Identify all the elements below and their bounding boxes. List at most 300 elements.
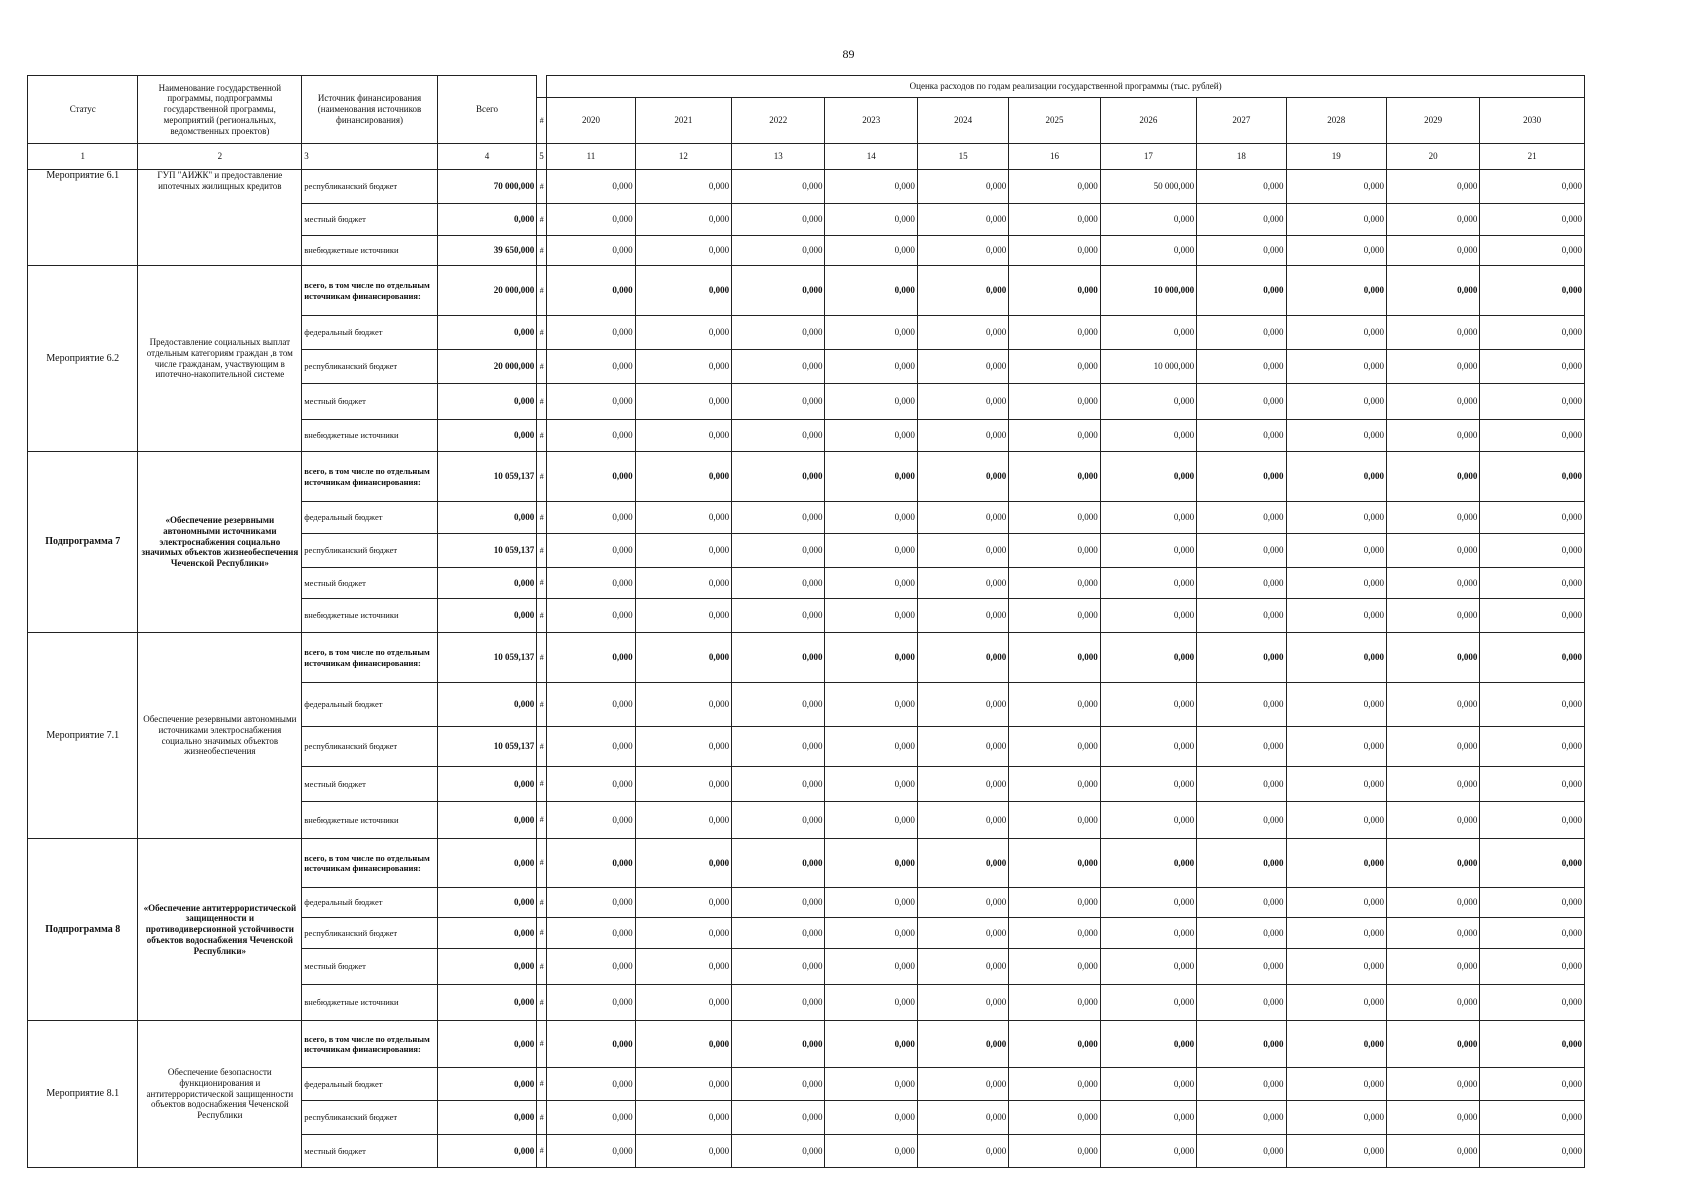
row-value: 0,000 (635, 888, 731, 918)
row-value: 0,000 (825, 316, 917, 350)
row-total: 0,000 (437, 316, 536, 350)
row-value: 0,000 (917, 568, 1008, 599)
header-column-number: 11 (547, 144, 635, 170)
row-source: местный бюджет (302, 767, 438, 802)
row-value: 0,000 (635, 633, 731, 683)
row-value: 0,000 (732, 170, 825, 204)
row-total: 0,000 (437, 599, 536, 633)
row-value: 0,000 (547, 802, 635, 839)
header-column-number: 21 (1480, 144, 1585, 170)
row-value: 0,000 (732, 985, 825, 1021)
row-value: 0,000 (1480, 727, 1585, 767)
header-year: 2024 (917, 98, 1008, 144)
row-value: 0,000 (732, 266, 825, 316)
row-value: 0,000 (1197, 534, 1286, 568)
row-value: 0,000 (825, 420, 917, 452)
row-value: 0,000 (732, 384, 825, 420)
row-value: 0,000 (732, 599, 825, 633)
row-value: 0,000 (1100, 204, 1196, 236)
row-status: Мероприятие 7.1 (28, 633, 138, 839)
row-mark: # (537, 384, 547, 420)
row-value: 0,000 (917, 683, 1008, 727)
header-column-number: 13 (732, 144, 825, 170)
row-mark: # (537, 683, 547, 727)
row-value: 0,000 (1286, 985, 1386, 1021)
row-status: Мероприятие 8.1 (28, 1021, 138, 1168)
row-total: 10 059,137 (437, 633, 536, 683)
row-value: 0,000 (1386, 1021, 1479, 1068)
row-value: 0,000 (825, 1021, 917, 1068)
row-value: 0,000 (1100, 236, 1196, 266)
row-value: 0,000 (1480, 1101, 1585, 1135)
row-value: 0,000 (1480, 683, 1585, 727)
row-name: Предоставление социальных выплат отдельным категориям граждан ,в том числе гражданам, участвующим в ипотечно-накопительной системе (138, 266, 302, 452)
row-value: 0,000 (1480, 888, 1585, 918)
row-value: 0,000 (732, 839, 825, 888)
row-value: 0,000 (1009, 204, 1100, 236)
row-value: 0,000 (1386, 599, 1479, 633)
row-value: 10 000,000 (1100, 350, 1196, 384)
row-value: 0,000 (1197, 1101, 1286, 1135)
row-value: 0,000 (1197, 985, 1286, 1021)
row-value: 0,000 (547, 918, 635, 949)
row-value: 0,000 (635, 502, 731, 534)
row-value: 0,000 (732, 949, 825, 985)
row-value: 0,000 (635, 204, 731, 236)
row-value: 0,000 (547, 727, 635, 767)
row-value: 0,000 (1197, 266, 1286, 316)
row-value: 0,000 (1197, 236, 1286, 266)
row-mark: # (537, 204, 547, 236)
row-mark: # (537, 316, 547, 350)
row-value: 0,000 (1480, 767, 1585, 802)
row-value: 0,000 (1286, 350, 1386, 384)
row-value: 0,000 (1386, 1101, 1479, 1135)
row-source: внебюджетные источники (302, 802, 438, 839)
row-value: 0,000 (1100, 1021, 1196, 1068)
row-value: 0,000 (1286, 316, 1386, 350)
row-value: 0,000 (1100, 839, 1196, 888)
header-corner (537, 76, 547, 98)
header-column-number: 15 (917, 144, 1008, 170)
row-value: 0,000 (547, 633, 635, 683)
row-value: 0,000 (1386, 534, 1479, 568)
row-value: 0,000 (635, 568, 731, 599)
row-source: всего, в том числе по отдельным источникам финансирования: (302, 452, 438, 502)
row-mark: # (537, 420, 547, 452)
header-column-number: 18 (1197, 144, 1286, 170)
header-name: Наименование государственной программы, подпрограммы государственной программы, мероприятий (региональных, ведомственных проектов) (138, 76, 302, 144)
row-value: 0,000 (1386, 633, 1479, 683)
row-value: 0,000 (1009, 1021, 1100, 1068)
row-value: 0,000 (1386, 420, 1479, 452)
row-value: 0,000 (917, 236, 1008, 266)
row-total: 0,000 (437, 985, 536, 1021)
row-value: 0,000 (732, 1135, 825, 1168)
row-value: 0,000 (1286, 568, 1386, 599)
row-value: 0,000 (917, 727, 1008, 767)
header-status: Статус (28, 76, 138, 144)
table-body (28, 170, 1585, 1168)
row-value: 0,000 (1100, 384, 1196, 420)
row-total: 0,000 (437, 918, 536, 949)
row-mark: # (537, 727, 547, 767)
row-value: 0,000 (547, 350, 635, 384)
row-value: 0,000 (1100, 599, 1196, 633)
table-row (28, 1021, 1585, 1068)
row-value: 0,000 (1009, 985, 1100, 1021)
row-value: 0,000 (1386, 170, 1479, 204)
row-value: 0,000 (1386, 452, 1479, 502)
table-row (28, 170, 1585, 204)
row-value: 0,000 (1480, 918, 1585, 949)
header-year: 2030 (1480, 98, 1585, 144)
header-year: 2029 (1386, 98, 1479, 144)
row-value: 0,000 (1100, 633, 1196, 683)
row-value: 0,000 (1480, 568, 1585, 599)
row-total: 20 000,000 (437, 350, 536, 384)
row-total: 0,000 (437, 204, 536, 236)
row-source: внебюджетные источники (302, 236, 438, 266)
row-value: 0,000 (1286, 767, 1386, 802)
row-total: 0,000 (437, 1021, 536, 1068)
row-value: 0,000 (732, 802, 825, 839)
row-value: 0,000 (1286, 949, 1386, 985)
row-value: 0,000 (1009, 949, 1100, 985)
row-value: 0,000 (1480, 1068, 1585, 1101)
header-column-number: 1 (28, 144, 138, 170)
row-total: 0,000 (437, 888, 536, 918)
row-value: 0,000 (635, 1101, 731, 1135)
row-value: 0,000 (635, 384, 731, 420)
row-value: 0,000 (1197, 568, 1286, 599)
row-value: 0,000 (1286, 534, 1386, 568)
row-value: 0,000 (1197, 316, 1286, 350)
row-value: 0,000 (1197, 420, 1286, 452)
row-source: федеральный бюджет (302, 316, 438, 350)
row-value: 0,000 (547, 767, 635, 802)
row-value: 0,000 (917, 767, 1008, 802)
row-value: 0,000 (547, 568, 635, 599)
row-total: 10 059,137 (437, 727, 536, 767)
row-value: 0,000 (1100, 727, 1196, 767)
row-value: 0,000 (635, 452, 731, 502)
row-value: 0,000 (547, 502, 635, 534)
row-value: 0,000 (1386, 683, 1479, 727)
row-value: 0,000 (732, 683, 825, 727)
row-value: 0,000 (1009, 727, 1100, 767)
row-value: 0,000 (1386, 949, 1479, 985)
row-source: всего, в том числе по отдельным источникам финансирования: (302, 633, 438, 683)
row-value: 0,000 (825, 384, 917, 420)
row-value: 0,000 (547, 1021, 635, 1068)
row-value: 0,000 (825, 266, 917, 316)
row-source: всего, в том числе по отдельным источникам финансирования: (302, 1021, 438, 1068)
row-value: 0,000 (732, 918, 825, 949)
row-value: 0,000 (732, 452, 825, 502)
row-source: всего, в том числе по отдельным источникам финансирования: (302, 266, 438, 316)
row-value: 0,000 (1009, 452, 1100, 502)
row-value: 0,000 (825, 918, 917, 949)
row-mark: # (537, 350, 547, 384)
row-mark: # (537, 802, 547, 839)
header-column-number: 3 (302, 144, 438, 170)
row-value: 0,000 (547, 266, 635, 316)
row-total: 0,000 (437, 420, 536, 452)
row-value: 0,000 (1197, 839, 1286, 888)
row-value: 0,000 (1286, 204, 1386, 236)
row-mark: # (537, 170, 547, 204)
row-value: 0,000 (1100, 452, 1196, 502)
header-column-number: 14 (825, 144, 917, 170)
row-value: 0,000 (547, 236, 635, 266)
row-value: 0,000 (1480, 266, 1585, 316)
row-value: 0,000 (1197, 204, 1286, 236)
row-value: 0,000 (1286, 1021, 1386, 1068)
header-year: 2027 (1197, 98, 1286, 144)
row-value: 0,000 (547, 384, 635, 420)
row-source: внебюджетные источники (302, 985, 438, 1021)
row-value: 0,000 (917, 1135, 1008, 1168)
row-value: 0,000 (1197, 1021, 1286, 1068)
row-value: 0,000 (547, 316, 635, 350)
row-value: 0,000 (1480, 985, 1585, 1021)
row-value: 0,000 (635, 350, 731, 384)
row-status: Мероприятие 6.2 (28, 266, 138, 452)
row-value: 0,000 (1009, 316, 1100, 350)
row-source: федеральный бюджет (302, 888, 438, 918)
row-value: 0,000 (917, 802, 1008, 839)
row-value: 0,000 (1286, 1135, 1386, 1168)
row-source: республиканский бюджет (302, 350, 438, 384)
row-mark: # (537, 1021, 547, 1068)
row-value: 0,000 (1480, 839, 1585, 888)
row-value: 0,000 (1100, 1135, 1196, 1168)
row-value: 0,000 (1480, 316, 1585, 350)
row-value: 0,000 (917, 420, 1008, 452)
row-value: 0,000 (1009, 633, 1100, 683)
row-total: 0,000 (437, 384, 536, 420)
row-value: 0,000 (825, 633, 917, 683)
row-value: 0,000 (1197, 888, 1286, 918)
header-source: Источник финансирования (наименования источников финансирования) (302, 76, 438, 144)
row-value: 0,000 (635, 839, 731, 888)
row-value: 0,000 (1480, 1135, 1585, 1168)
row-value: 0,000 (1197, 802, 1286, 839)
row-source: республиканский бюджет (302, 170, 438, 204)
row-value: 0,000 (1009, 888, 1100, 918)
row-mark: # (537, 236, 547, 266)
row-value: 0,000 (547, 888, 635, 918)
row-source: местный бюджет (302, 1135, 438, 1168)
row-value: 0,000 (1100, 888, 1196, 918)
row-value: 0,000 (825, 534, 917, 568)
row-value: 0,000 (1009, 918, 1100, 949)
row-value: 0,000 (547, 985, 635, 1021)
row-value: 0,000 (917, 170, 1008, 204)
row-value: 0,000 (825, 568, 917, 599)
row-value: 0,000 (917, 918, 1008, 949)
row-value: 0,000 (635, 727, 731, 767)
row-value: 0,000 (1386, 568, 1479, 599)
row-value: 0,000 (825, 727, 917, 767)
row-value: 0,000 (635, 918, 731, 949)
row-value: 0,000 (1009, 1101, 1100, 1135)
row-value: 0,000 (1100, 802, 1196, 839)
row-total: 0,000 (437, 1068, 536, 1101)
row-mark: # (537, 568, 547, 599)
header-column-number: 20 (1386, 144, 1479, 170)
row-value: 0,000 (917, 266, 1008, 316)
row-value: 0,000 (1286, 170, 1386, 204)
row-value: 0,000 (732, 204, 825, 236)
row-value: 0,000 (825, 170, 917, 204)
row-value: 0,000 (1009, 599, 1100, 633)
row-source: республиканский бюджет (302, 1101, 438, 1135)
row-total: 20 000,000 (437, 266, 536, 316)
row-value: 0,000 (1386, 888, 1479, 918)
row-value: 0,000 (1480, 350, 1585, 384)
row-value: 0,000 (1480, 802, 1585, 839)
row-value: 0,000 (732, 727, 825, 767)
row-value: 0,000 (917, 534, 1008, 568)
row-value: 0,000 (1197, 599, 1286, 633)
row-value: 0,000 (635, 683, 731, 727)
row-value: 0,000 (1286, 420, 1386, 452)
row-value: 0,000 (1480, 534, 1585, 568)
row-total: 0,000 (437, 839, 536, 888)
row-value: 0,000 (1286, 236, 1386, 266)
row-name: «Обеспечение резервными автономными источниками электроснабжения социально значимых объектов жизнеобеспечения Чеченской Республики» (138, 452, 302, 633)
row-value: 10 000,000 (1100, 266, 1196, 316)
row-value: 0,000 (1386, 350, 1479, 384)
row-value: 0,000 (1009, 384, 1100, 420)
header-column-number: 12 (635, 144, 731, 170)
row-value: 0,000 (917, 839, 1008, 888)
row-name: ГУП "АИЖК" и предоставление ипотечных жилищных кредитов (138, 170, 302, 266)
row-value: 0,000 (1286, 802, 1386, 839)
row-total: 0,000 (437, 502, 536, 534)
row-value: 0,000 (1480, 633, 1585, 683)
row-value: 0,000 (732, 534, 825, 568)
header-mark: # (537, 98, 547, 144)
row-value: 0,000 (635, 266, 731, 316)
row-mark: # (537, 1101, 547, 1135)
header-year: 2022 (732, 98, 825, 144)
row-value: 0,000 (1009, 236, 1100, 266)
row-value: 0,000 (1009, 1068, 1100, 1101)
header-year: 2021 (635, 98, 731, 144)
row-value: 0,000 (547, 420, 635, 452)
row-value: 0,000 (635, 1068, 731, 1101)
row-source: местный бюджет (302, 384, 438, 420)
row-value: 0,000 (1386, 266, 1479, 316)
header-column-number: 2 (138, 144, 302, 170)
row-value: 0,000 (1286, 839, 1386, 888)
row-source: федеральный бюджет (302, 683, 438, 727)
row-total: 70 000,000 (437, 170, 536, 204)
row-value: 0,000 (732, 767, 825, 802)
row-value: 0,000 (732, 316, 825, 350)
row-value: 0,000 (1197, 384, 1286, 420)
row-source: местный бюджет (302, 204, 438, 236)
row-value: 0,000 (635, 802, 731, 839)
row-source: внебюджетные источники (302, 420, 438, 452)
row-value: 0,000 (1480, 599, 1585, 633)
row-value: 0,000 (1197, 350, 1286, 384)
row-value: 0,000 (1009, 568, 1100, 599)
row-value: 0,000 (1386, 1068, 1479, 1101)
row-value: 0,000 (1009, 683, 1100, 727)
row-source: федеральный бюджет (302, 502, 438, 534)
row-value: 0,000 (1100, 949, 1196, 985)
row-value: 0,000 (1197, 633, 1286, 683)
table-row (28, 839, 1585, 888)
row-source: местный бюджет (302, 568, 438, 599)
row-value: 0,000 (547, 599, 635, 633)
row-value: 0,000 (1386, 918, 1479, 949)
row-value: 0,000 (1100, 568, 1196, 599)
row-status: Мероприятие 6.1 (28, 170, 138, 266)
row-mark: # (537, 918, 547, 949)
table-row (28, 633, 1585, 683)
row-value: 0,000 (635, 534, 731, 568)
row-total: 10 059,137 (437, 452, 536, 502)
row-value: 0,000 (917, 316, 1008, 350)
row-value: 0,000 (547, 683, 635, 727)
row-source: республиканский бюджет (302, 918, 438, 949)
row-value: 0,000 (1009, 1135, 1100, 1168)
page-number: 89 (842, 47, 855, 61)
row-value: 0,000 (825, 350, 917, 384)
row-value: 0,000 (1480, 949, 1585, 985)
row-value: 0,000 (825, 236, 917, 266)
row-name: «Обеспечение антитеррористической защищенности и противодиверсионной устойчивости объектов водоснабжения Чеченской Республики» (138, 839, 302, 1021)
row-value: 0,000 (1480, 452, 1585, 502)
row-status: Подпрограмма 8 (28, 839, 138, 1021)
header-year: 2020 (547, 98, 635, 144)
row-value: 0,000 (1009, 420, 1100, 452)
row-value: 0,000 (917, 502, 1008, 534)
header-column-number: 4 (437, 144, 536, 170)
row-value: 0,000 (1009, 170, 1100, 204)
row-status: Подпрограмма 7 (28, 452, 138, 633)
row-value: 0,000 (825, 1135, 917, 1168)
row-mark: # (537, 767, 547, 802)
row-mark: # (537, 839, 547, 888)
row-value: 0,000 (1197, 683, 1286, 727)
row-mark: # (537, 266, 547, 316)
row-mark: # (537, 949, 547, 985)
row-value: 0,000 (732, 888, 825, 918)
row-total: 0,000 (437, 802, 536, 839)
row-value: 0,000 (1100, 420, 1196, 452)
row-value: 0,000 (1286, 1068, 1386, 1101)
header-year: 2028 (1286, 98, 1386, 144)
row-value: 0,000 (1100, 316, 1196, 350)
row-value: 0,000 (547, 1135, 635, 1168)
row-value: 0,000 (547, 949, 635, 985)
row-value: 0,000 (1100, 767, 1196, 802)
row-value: 0,000 (1386, 767, 1479, 802)
header-total: Всего (437, 76, 536, 144)
row-value: 0,000 (917, 1101, 1008, 1135)
row-value: 0,000 (917, 384, 1008, 420)
row-value: 0,000 (1480, 420, 1585, 452)
row-value: 0,000 (825, 1068, 917, 1101)
row-value: 0,000 (635, 236, 731, 266)
row-value: 0,000 (1480, 204, 1585, 236)
